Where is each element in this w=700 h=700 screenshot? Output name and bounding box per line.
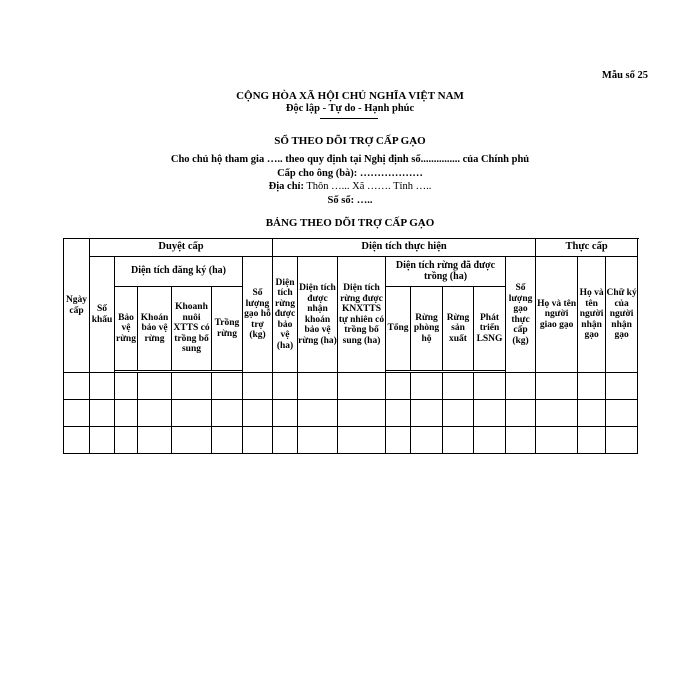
col-tong: Tổng (386, 287, 411, 371)
group-thuc-cap: Thực cấp (536, 239, 638, 257)
col-rung-phong-ho: Rừng phòng hộ (411, 287, 443, 371)
table-title: BẢNG THEO DÕI TRỢ CẤP GẠO (265, 217, 435, 229)
address-value: Thôn …... Xã ……. Tỉnh ….. (306, 181, 432, 192)
info-line-address (0, 181, 700, 192)
group-duyet-cap: Duyệt cấp (90, 239, 273, 257)
col-so-khau: Số khẩu (90, 257, 115, 373)
col-trong-rung: Trồng rừng (212, 287, 243, 371)
col-bao-ve-rung: Bảo vệ rừng (115, 287, 138, 371)
col-ngay-cap: Ngày cấp (64, 239, 90, 373)
col-chu-ky: Chữ ký của người nhận gạo (606, 257, 638, 373)
national-motto: Độc lập - Tự do - Hạnh phúc (285, 103, 415, 114)
col-dt-rung-bao-ve: Diện tích rừng được bảo vệ (ha) (273, 257, 298, 373)
col-nguoi-nhan: Họ và tên người nhận gạo (578, 257, 606, 373)
group-dien-tich-thuc-hien: Diện tích thực hiện (273, 239, 536, 257)
col-khoan-bao-ve-rung: Khoán bảo vệ rừng (138, 287, 172, 371)
document-title: SỔ THEO DÕI TRỢ CẤP GẠO (274, 135, 426, 147)
table-row (64, 373, 638, 400)
info-line-decree: Cho chủ hộ tham gia ….. theo quy định tại Nghị định số............... của Chính phủ (170, 154, 530, 165)
subgroup-dien-tich-rung: Diện tích rừng đã được trồng (ha) (386, 257, 506, 287)
col-rung-san-xuat: Rừng sản xuất (443, 287, 474, 371)
subgroup-dien-tich-dang-ky: Diện tích đăng ký (ha) (115, 257, 243, 287)
rice-tracking-table (63, 238, 638, 454)
address-label: Địa chỉ: (268, 181, 304, 192)
info-line-recipient: Cấp cho ông (bà): ……………… (277, 168, 423, 179)
col-so-luong-thuc-cap: Số lượng gạo thực cấp (kg) (506, 257, 536, 373)
col-so-luong-gao: Số lượng gạo hỗ trợ (kg) (243, 257, 273, 373)
col-dt-nhan-khoan: Diện tích được nhận khoán bảo vệ rừng (ha) (298, 257, 338, 373)
header-divider (320, 118, 378, 119)
info-line-book-number: Số sổ: ….. (327, 195, 373, 206)
col-phat-trien-lsng: Phát triển LSNG (474, 287, 506, 371)
form-number: Mẫu số 25 (601, 70, 648, 81)
col-nguoi-giao: Họ và tên người giao gạo (536, 257, 578, 373)
table-row (64, 427, 638, 454)
col-dt-knxtts: Diện tích rừng được KNXTTS tự nhiên có trồng bổ sung (ha) (338, 257, 386, 373)
national-title: CỘNG HÒA XÃ HỘI CHỦ NGHĨA VIỆT NAM (236, 90, 464, 102)
col-khoanh-nuoi: Khoanh nuôi XTTS có trồng bổ sung (172, 287, 212, 371)
table-row (64, 400, 638, 427)
